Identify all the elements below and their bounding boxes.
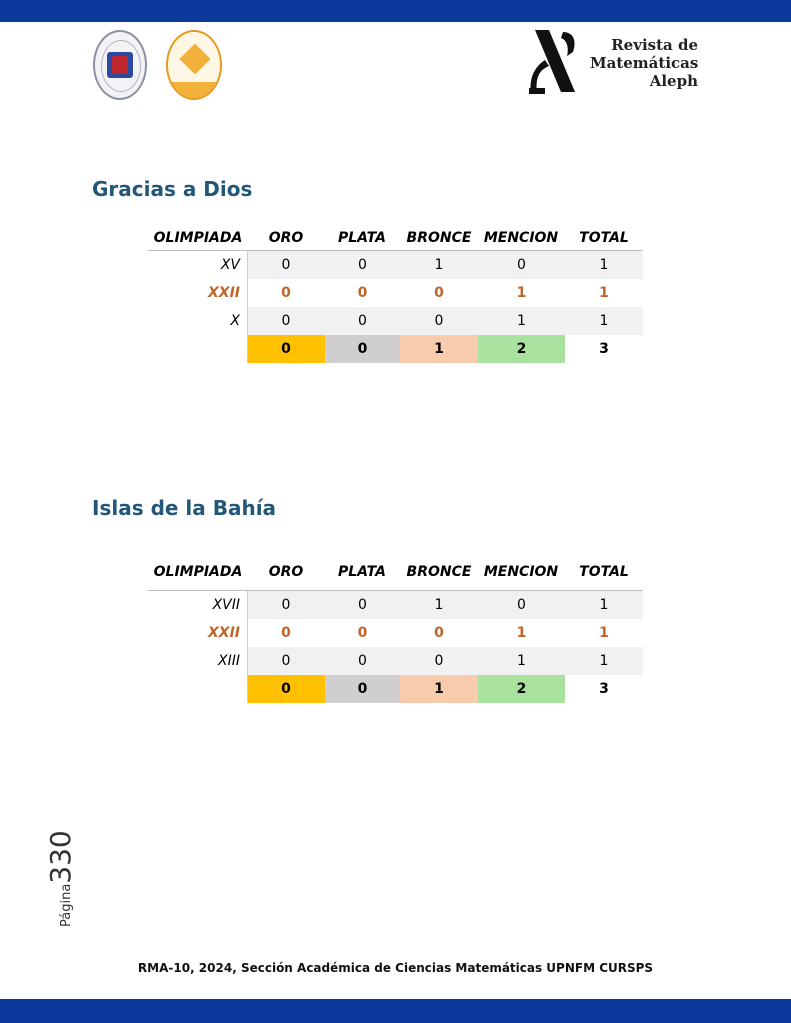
total-cell: 3 — [599, 681, 609, 697]
aleph-letter-icon — [527, 26, 583, 100]
table-row-label: X — [230, 313, 240, 329]
table-cell: 0 — [281, 257, 291, 273]
footer: RMA-10, 2024, Sección Académica de Ciencias Matemáticas UPNFM CURSPS — [137, 961, 654, 975]
journal-name-line: Revista de — [611, 36, 698, 54]
total-cell: 1 — [400, 675, 478, 703]
table-cell: 1 — [516, 625, 527, 641]
page-number — [44, 830, 77, 927]
table-row-label: XXII — [207, 285, 240, 301]
section-title: Gracias a Dios — [92, 177, 253, 201]
university-seal-icon — [93, 30, 147, 100]
column-header: TOTAL — [579, 564, 629, 580]
total-cell: 3 — [599, 341, 609, 357]
total-cell: 1 — [400, 335, 478, 363]
column-header: OLIMPIADA — [153, 564, 243, 580]
bottom-color-bar — [0, 999, 791, 1023]
table-cell: 0 — [434, 285, 444, 301]
table-cell: 1 — [599, 625, 609, 641]
journal-name-line: Aleph — [649, 72, 698, 90]
column-divider — [247, 251, 248, 363]
journal-name-line: Matemáticas — [590, 54, 699, 72]
column-header: PLATA — [338, 230, 386, 246]
total-cell: 2 — [478, 335, 565, 363]
column-header: BRONCE — [406, 230, 472, 246]
table-cell: 1 — [599, 285, 609, 301]
page-word: Página — [59, 883, 74, 927]
table-cell: 1 — [599, 313, 609, 329]
table-row-label: XVII — [212, 597, 240, 613]
total-cell: 2 — [478, 675, 565, 703]
table-row-label: XIII — [218, 653, 240, 669]
total-cell: 0 — [325, 335, 400, 363]
table-cell: 1 — [434, 257, 444, 273]
column-header: ORO — [268, 230, 304, 246]
total-cell: 0 — [247, 675, 325, 703]
table-row-label: XV — [220, 257, 240, 273]
column-header: ORO — [268, 564, 304, 580]
table-cell: 1 — [434, 597, 444, 613]
table-cell: 0 — [517, 257, 526, 273]
table-cell: 0 — [357, 625, 368, 641]
table-cell: 0 — [281, 597, 291, 613]
table-cell: 1 — [599, 653, 609, 669]
total-cell: 0 — [325, 675, 400, 703]
table-cell: 1 — [517, 653, 526, 669]
column-divider — [247, 591, 248, 703]
section-title: Islas de la Bahía — [92, 496, 277, 520]
table-cell: 0 — [281, 653, 291, 669]
journal-name — [590, 36, 698, 90]
table-cell: 0 — [281, 285, 291, 301]
column-header: MENCION — [483, 230, 559, 246]
total-cell: 0 — [247, 335, 325, 363]
table-cell: 0 — [434, 625, 444, 641]
column-header: TOTAL — [579, 230, 629, 246]
column-header: BRONCE — [406, 564, 472, 580]
table-cell: 0 — [358, 313, 367, 329]
table-cell: 0 — [434, 313, 444, 329]
table-cell: 0 — [358, 257, 367, 273]
table-cell: 0 — [281, 625, 291, 641]
table-row-label: XXII — [207, 625, 240, 641]
column-header: OLIMPIADA — [153, 230, 243, 246]
column-header: MENCION — [483, 564, 559, 580]
table-cell: 1 — [599, 257, 609, 273]
table-cell: 1 — [599, 597, 609, 613]
table-cell: 0 — [358, 597, 367, 613]
table-cell: 0 — [357, 285, 368, 301]
table-cell: 1 — [516, 285, 527, 301]
table-cell: 1 — [517, 313, 526, 329]
column-header: PLATA — [338, 564, 386, 580]
top-color-bar — [0, 0, 791, 22]
table-cell: 0 — [434, 653, 444, 669]
table-cell: 0 — [281, 313, 291, 329]
table-cell: 0 — [358, 653, 367, 669]
page-number-value: 330 — [44, 830, 77, 884]
upnfm-math-logo-icon — [166, 30, 222, 100]
table-cell: 0 — [517, 597, 526, 613]
